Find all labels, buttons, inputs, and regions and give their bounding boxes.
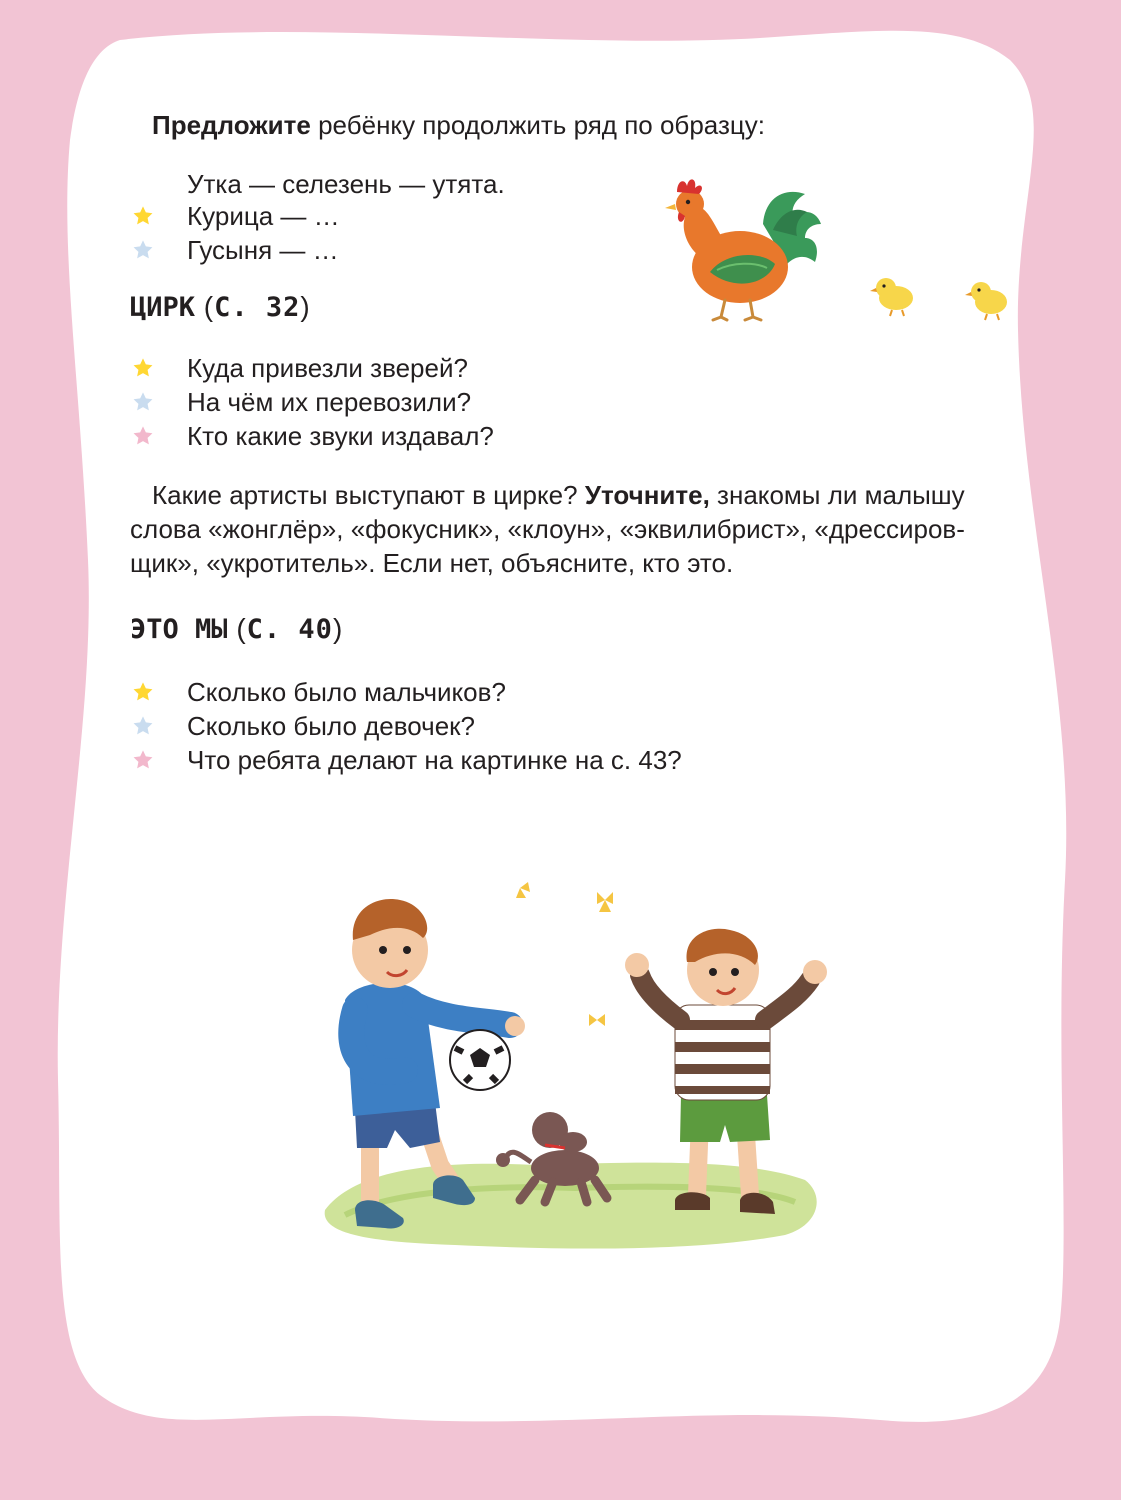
we-question-3: Что ребята делают на картинке на с. 43? [187, 745, 682, 775]
yellow-star-icon [132, 205, 154, 227]
intro-bold: Предложите [152, 110, 311, 140]
intro-paragraph [152, 108, 952, 142]
circus-paragraph-text-end: знакомы ли малышу слова «жонглёр», «фокусник», «клоун», «эквилибрист», «дрессиров-щик», «укротитель». Если нет, объясните, кто это. [130, 480, 965, 578]
pattern-line-1: Утка — селезень — утята. [187, 169, 505, 199]
chick-icon [963, 276, 1013, 321]
pattern-line-2: Курица — … [187, 201, 340, 231]
pink-star-icon [132, 749, 154, 771]
section-heading-we [130, 611, 343, 648]
boys-playing-football-illustration [315, 880, 835, 1260]
heading-page-ref: С. 40 [246, 614, 333, 645]
circus-question-1: Куда привезли зверей? [187, 353, 468, 383]
heading-page-ref: С. 32 [214, 292, 301, 323]
heading-title: ЦИРК [130, 292, 196, 323]
circus-paragraph-text: Какие артисты выступают в цирке? [152, 480, 585, 510]
circus-question-2: На чём их перевозили? [187, 387, 472, 417]
pattern-line-3: Гусыня — … [187, 235, 339, 265]
intro-text: ребёнку продолжить ряд по образцу: [310, 110, 765, 140]
we-question-1: Сколько было мальчиков? [187, 677, 506, 707]
heading-bracket: ) [332, 613, 344, 644]
yellow-star-icon [132, 681, 154, 703]
circus-paragraph [130, 478, 975, 580]
blue-star-icon [132, 715, 154, 737]
circus-paragraph-bold: Уточните, [584, 480, 710, 510]
pink-star-icon [132, 425, 154, 447]
circus-question-3: Кто какие звуки издавал? [187, 421, 494, 451]
yellow-star-icon [132, 357, 154, 379]
heading-bracket: ) [300, 291, 311, 322]
heading-bracket: ( [195, 291, 215, 322]
rooster-illustration [655, 172, 825, 322]
heading-title: ЭТО МЫ [130, 614, 228, 645]
we-question-2: Сколько было девочек? [187, 711, 476, 741]
heading-bracket: ( [227, 613, 247, 644]
chick-icon [870, 272, 920, 317]
blue-star-icon [132, 391, 154, 413]
blue-star-icon [132, 239, 154, 261]
section-heading-circus [130, 289, 311, 326]
